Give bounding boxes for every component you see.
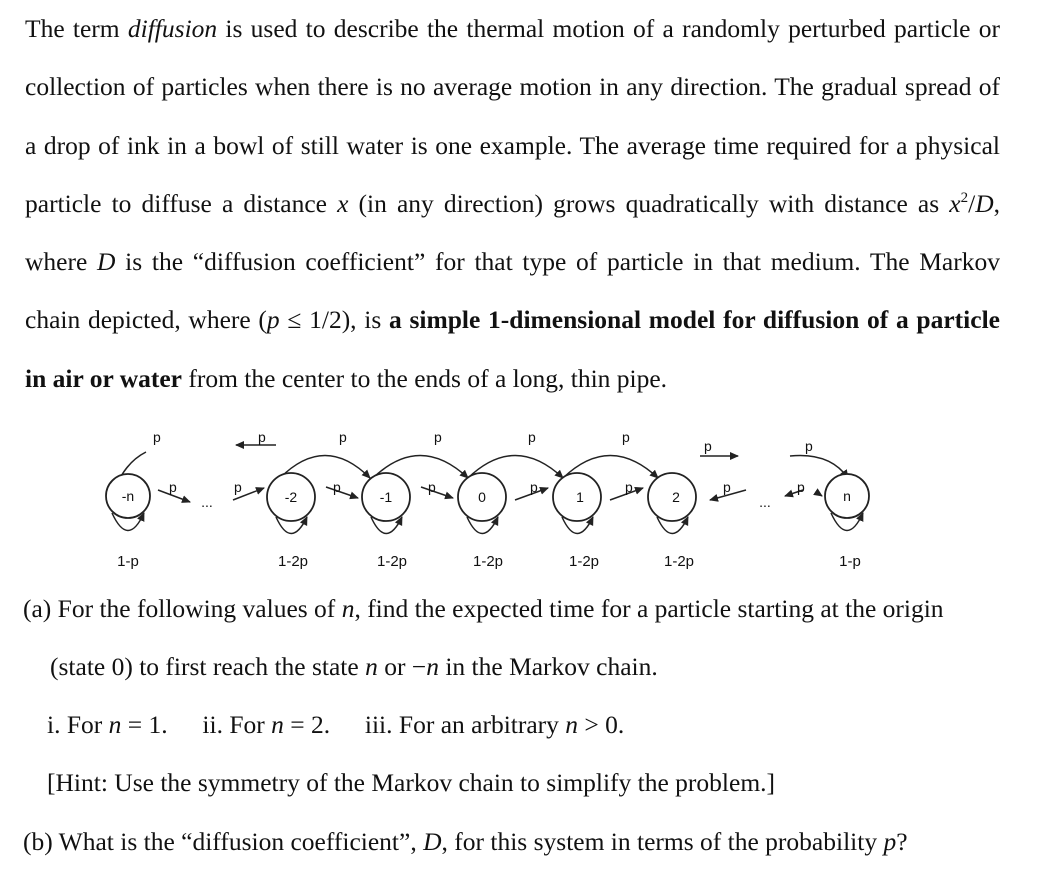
self-loop-label: 1-2p	[568, 553, 600, 570]
var-p: p	[266, 305, 280, 335]
text: in the Markov chain.	[438, 652, 658, 681]
question-a-line2	[50, 652, 658, 682]
state-label: -1	[379, 489, 393, 505]
state-2	[648, 473, 696, 521]
self-loop-label: 1-2p	[277, 553, 309, 570]
text: (a) For the following values of	[23, 594, 342, 623]
part-iii	[365, 710, 624, 739]
part-ii	[202, 710, 330, 739]
var-n: n	[271, 710, 284, 739]
state-n	[825, 474, 869, 518]
text: i. For	[47, 710, 109, 739]
state-minus-1	[362, 473, 410, 521]
markov-chain-diagram	[0, 418, 1041, 578]
edge-label-p: p	[530, 479, 538, 495]
edge-label-p: p	[234, 479, 242, 495]
intro-paragraph	[25, 0, 1000, 408]
state-label: -n	[121, 488, 135, 504]
var-n: n	[565, 710, 579, 739]
state-label: 0	[478, 489, 486, 505]
edge-label-p: p	[704, 438, 712, 454]
question-a-line1	[23, 594, 944, 624]
self-loop-label: 1-2p	[376, 553, 408, 570]
self-loop-label: 1-2p	[472, 553, 504, 570]
edge-label-p: p	[528, 429, 536, 445]
slash: /	[968, 188, 976, 218]
term-diffusion: diffusion	[127, 14, 218, 43]
edge-label-p: p	[258, 429, 266, 445]
bold-model-text: a simple 1-dimensional model for diffusion of a particle in air or water	[25, 305, 1000, 393]
text: ?	[896, 827, 908, 856]
text: iii. For an arbitrary	[364, 710, 566, 739]
question-a-parts	[47, 710, 624, 740]
state-label: 1	[576, 489, 584, 505]
intro-text: , where	[25, 188, 1001, 277]
edge-short	[816, 492, 822, 496]
edge-label-p: p	[428, 479, 436, 495]
hint-line: [Hint: Use the symmetry of the Markov chain to simplify the problem.]	[47, 768, 776, 797]
edge-label-p: p	[625, 479, 633, 495]
self-loop-label: 1-p	[117, 553, 139, 570]
var-n: n	[108, 710, 122, 739]
text: (b) What is the “diffusion coefficient”,	[23, 827, 424, 856]
edge-label-p: p	[797, 479, 805, 495]
text: or −	[377, 652, 427, 681]
edge-label-p: p	[622, 429, 630, 445]
var-D: D	[97, 247, 116, 277]
var-x: x	[949, 188, 961, 218]
question-b	[23, 827, 908, 857]
intro-text: is the “diffusion coefficient” for that type of particle in that medium. The Markov chain depicted, where (	[25, 247, 1000, 335]
state-minus-n	[106, 474, 150, 518]
edge-label-p: p	[333, 479, 341, 495]
text: , for this system in terms of the probability	[441, 827, 884, 856]
var-p: p	[883, 827, 897, 856]
edge-label-p: p	[805, 438, 813, 454]
state-0	[458, 473, 506, 521]
self-loop-label: 1-p	[839, 553, 861, 570]
intro-text: from the center to the ends of a long, thin pipe.	[181, 363, 668, 393]
edge-label-p: p	[153, 429, 161, 445]
ellipsis-left: ...	[201, 494, 213, 510]
var-n: n	[341, 594, 355, 623]
text: ii. For	[202, 710, 272, 739]
state-minus-2	[267, 473, 315, 521]
var-n: n	[365, 652, 378, 681]
intro-text: is used to describe the thermal motion of a randomly perturbed particle or collection of particles when there is no average motion in any direction. The gradual spread of a drop of ink in a bowl of still water is one example. The average time required for a physical particle to diffuse a distance	[25, 14, 1001, 218]
state-label: -2	[284, 489, 298, 505]
intro-text: ≤ 1/2), is	[279, 305, 390, 335]
edge-label-p: p	[169, 479, 177, 495]
ellipsis-right: ...	[759, 494, 771, 510]
text: , find the expected time for a particle starting at the origin	[354, 594, 944, 623]
state-label: n	[843, 488, 851, 504]
var-n: n	[426, 652, 439, 681]
edge-label-p: p	[339, 429, 347, 445]
var-x: x	[337, 188, 349, 218]
edge-short	[421, 487, 453, 498]
superscript-2: 2	[960, 189, 969, 206]
var-D: D	[423, 827, 442, 856]
self-loop-label: 1-2p	[663, 553, 695, 570]
state-1	[553, 473, 601, 521]
var-D: D	[975, 188, 994, 218]
edge-label-p: p	[434, 429, 442, 445]
intro-text: (in any direction) grows quadratically with distance as	[348, 188, 950, 218]
text: = 2.	[283, 710, 331, 739]
text: = 1.	[121, 710, 168, 739]
text: (state 0) to first reach the state	[50, 652, 366, 681]
intro-text: The term	[25, 14, 128, 43]
part-i	[47, 710, 168, 739]
edge-label-p: p	[723, 479, 731, 495]
state-label: 2	[672, 489, 680, 505]
edge-short	[326, 487, 358, 498]
text: > 0.	[578, 710, 625, 739]
